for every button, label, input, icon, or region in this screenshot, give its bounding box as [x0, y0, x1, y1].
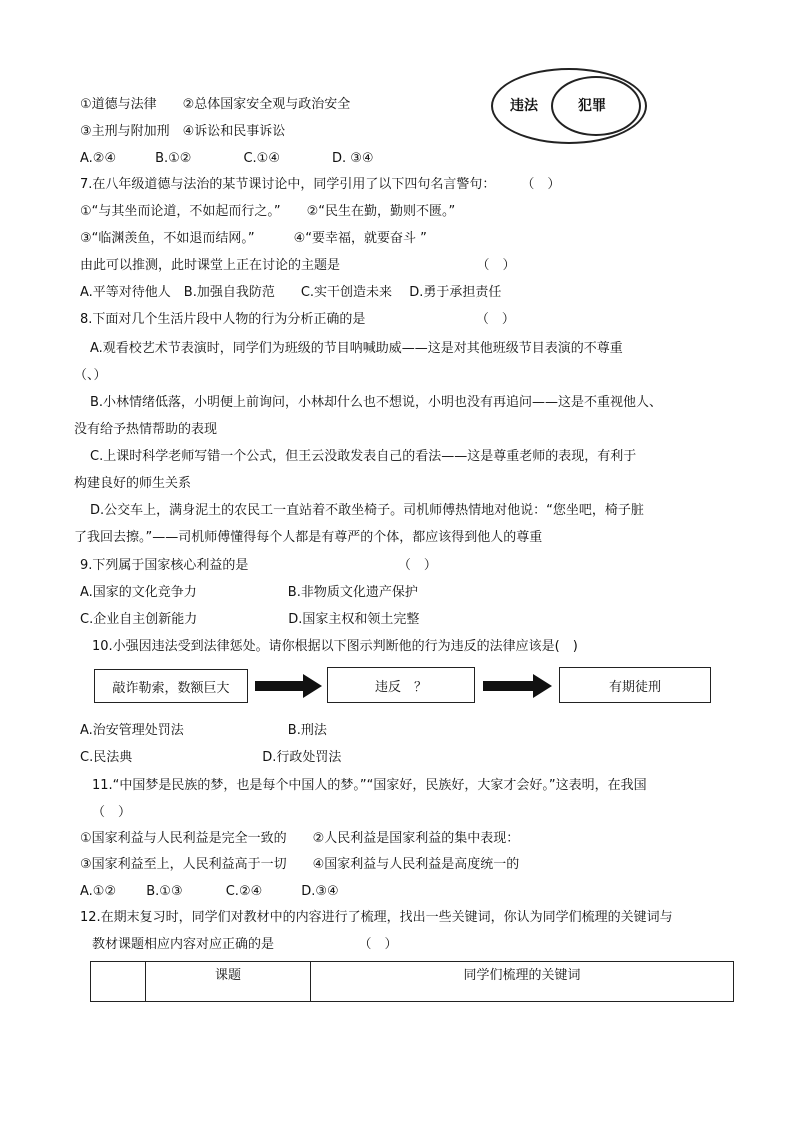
- text-line: A.治安管理处罚法 B.刑法: [80, 723, 327, 738]
- table-cell: [91, 962, 146, 1002]
- text-line: 8.下面对几个生活片段中人物的行为分析正确的是 （ ）: [80, 312, 515, 327]
- flow-box-question: 违反 ？: [327, 667, 475, 703]
- text-line: ③“临渊羡鱼，不如退而结网。” ④“要幸福，就要奋斗 ”: [80, 231, 427, 246]
- text-line: （、）: [74, 368, 107, 383]
- text-line: C.企业自主创新能力 D.国家主权和领土完整: [80, 612, 420, 627]
- arrow-icon: [255, 673, 323, 699]
- text-line: A.平等对待他人 B.加强自我防范 C.实干创造未来 D.勇于承担责任: [80, 285, 502, 300]
- text-line: 教材课题相应内容对应正确的是 （ ）: [92, 937, 398, 952]
- text-line: 构建良好的师生关系: [74, 476, 192, 491]
- text-line: 由此可以推测，此时课堂上正在讨论的主题是 （ ）: [80, 258, 516, 273]
- text-line: 11.“中国梦是民族的梦，也是每个中国人的梦。”“国家好，民族好，大家才会好。”这表明，在我国: [92, 778, 647, 793]
- text-line: ①道德与法律 ②总体国家安全观与政治安全: [80, 97, 351, 112]
- label-crime: 犯罪: [578, 98, 606, 114]
- text-line: A.国家的文化竞争力 B.非物质文化遗产保护: [80, 585, 418, 600]
- text-line: 了我回去擦。”——司机师傅懂得每个人都是有尊严的个体，都应该得到他人的尊重: [74, 530, 543, 545]
- text-line: ③国家利益至上，人民利益高于一切 ④国家利益与人民利益是高度统一的: [80, 857, 520, 872]
- text-line: C.民法典 D.行政处罚法: [80, 750, 342, 765]
- text-line: A.①② B.①③ C.②④ D.③④: [80, 884, 339, 899]
- text-line: B.小林情绪低落，小明便上前询问，小林却什么也不想说，小明也没有再追问——这是不重视他人、: [90, 395, 663, 410]
- text-line: 12.在期末复习时，同学们对教材中的内容进行了梳理，找出一些关键词，你认为同学们梳理的关键词与: [80, 910, 673, 925]
- table-row: [91, 962, 734, 1002]
- text-line: D.公交车上，满身泥土的农民工一直站着不敢坐椅子。司机师傅热情地对他说：“您坐吧，椅子脏: [90, 503, 644, 518]
- keyword-table: [90, 961, 734, 1002]
- text-line: ①国家利益与人民利益是完全一致的 ②人民利益是国家利益的集中表现：: [80, 831, 520, 846]
- text-line: A.②④ B.①② C.①④ D. ③④: [80, 151, 374, 166]
- arrow-icon: [483, 673, 553, 699]
- text-line: 没有给予热情帮助的表现: [74, 422, 218, 437]
- flow-box-cause: 敲诈勒索，数额巨大: [94, 669, 248, 703]
- text-line: （ ）: [92, 805, 132, 820]
- text-line: A.观看校艺术节表演时，同学们为班级的节目呐喊助威——这是对其他班级节目表演的不尊重: [90, 341, 623, 356]
- table-header-topic: 课题: [146, 962, 311, 1002]
- text-line: C.上课时科学老师写错一个公式，但王云没敢发表自己的看法——这是尊重老师的表现，有利于: [90, 449, 637, 464]
- table-header-keywords: 同学们梳理的关键词: [311, 962, 734, 1002]
- text-line: ③主刑与附加刑 ④诉讼和民事诉讼: [80, 124, 286, 139]
- text-line: ①“与其坐而论道，不如起而行之。” ②“民生在勤，勤则不匮。”: [80, 204, 456, 219]
- label-illegal: 违法: [510, 98, 538, 114]
- text-line: 10.小强因违法受到法律惩处。请你根据以下图示判断他的行为违反的法律应该是( ): [92, 639, 578, 654]
- flow-box-result: 有期徒刑: [559, 667, 711, 703]
- text-line: 7.在八年级道德与法治的某节课讨论中，同学引用了以下四句名言警句： （ ）: [80, 177, 561, 192]
- text-line: 9.下列属于国家核心利益的是 （ ）: [80, 558, 437, 573]
